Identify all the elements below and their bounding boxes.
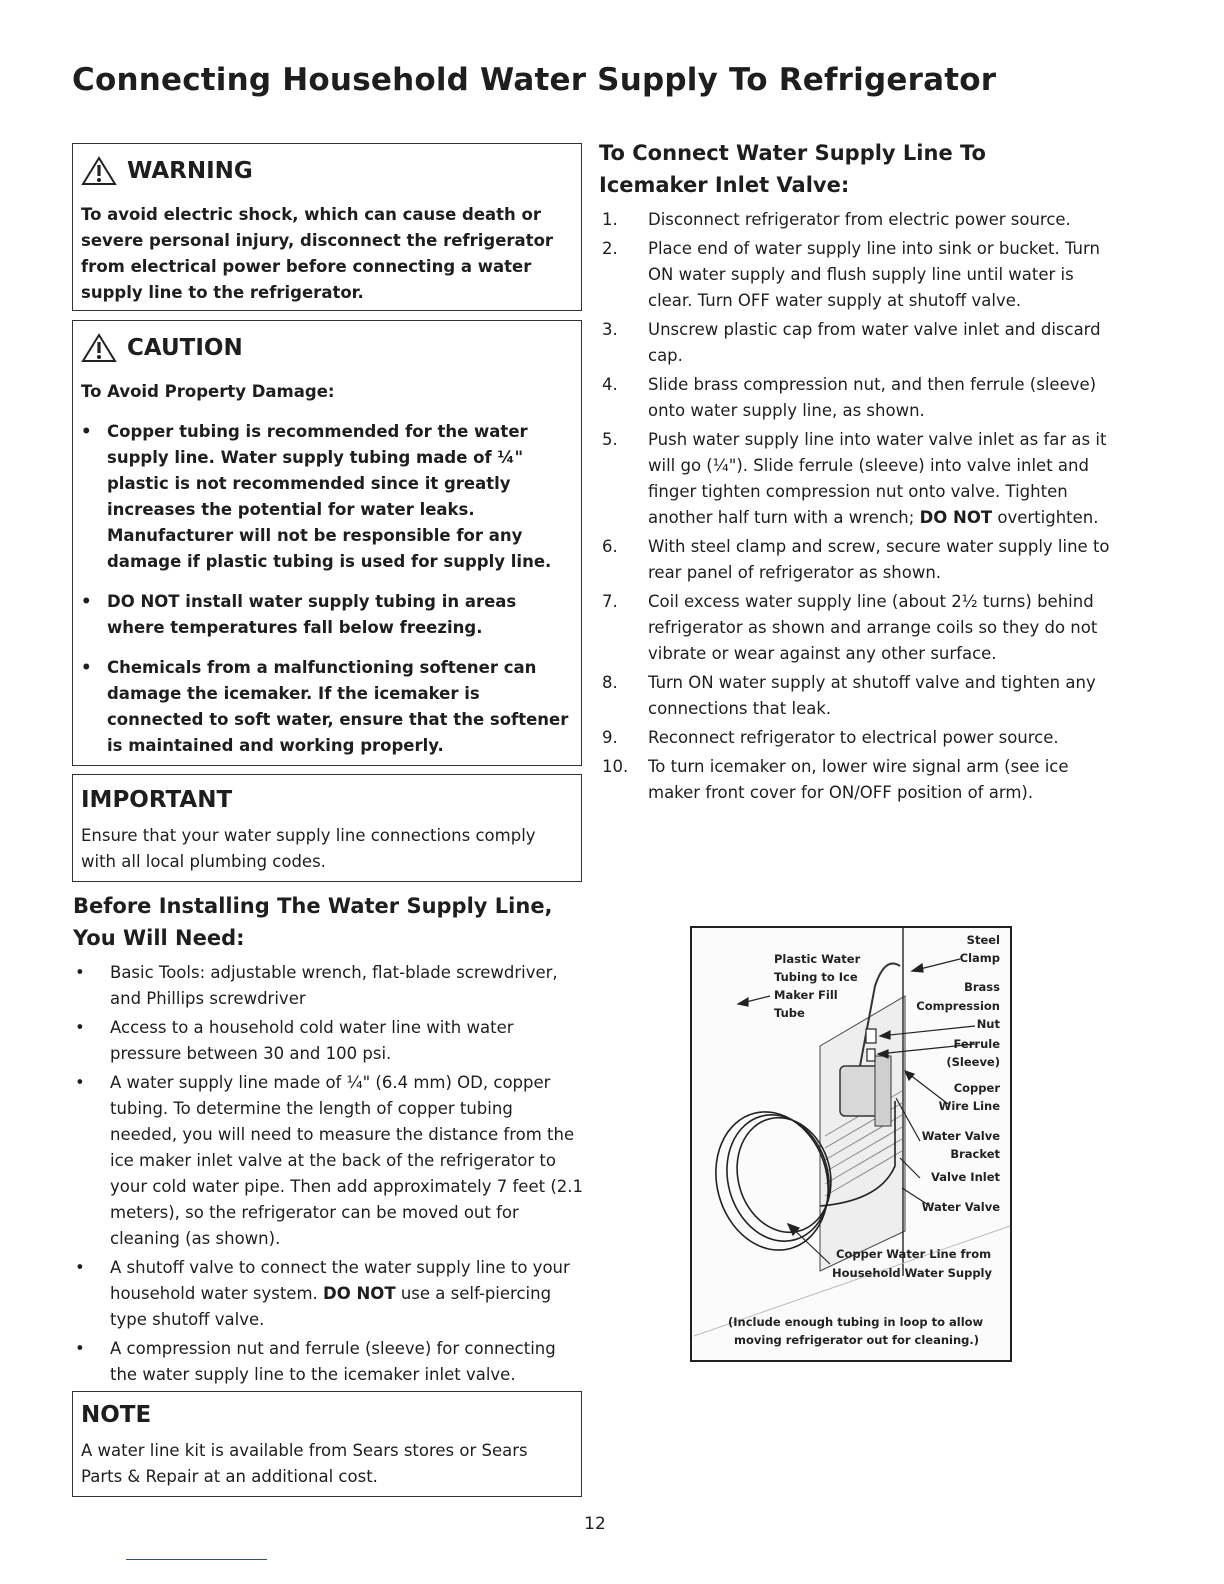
step-text: Push water supply line into water valve inlet as far as it will go (¼"). Slide ferrule (sleeve) into valve inlet and finger tighten compression nut onto valve. Tighten another half turn with a wrench; DO NOT overtighten. [648, 430, 1107, 527]
important-box [72, 774, 582, 882]
valve-bracket [875, 1056, 891, 1126]
page-number: 12 [584, 1514, 606, 1534]
bullet-dot: • [75, 963, 85, 982]
needs-item-text: Basic Tools: adjustable wrench, flat-blade screwdriver, and Phillips screwdriver [110, 963, 558, 1008]
step-number: 4. [602, 375, 618, 394]
step-item [598, 236, 1110, 314]
bullet-dot: • [81, 658, 92, 677]
step-item [598, 670, 1110, 722]
step-item [598, 754, 1110, 806]
caution-box [72, 320, 582, 766]
caution-header [81, 333, 573, 363]
step-text: Disconnect refrigerator from electric power source. [648, 210, 1071, 229]
step-number: 5. [602, 430, 618, 449]
page-title: Connecting Household Water Supply To Refrigerator [72, 62, 997, 98]
do-not-emphasis: DO NOT [323, 1284, 396, 1303]
important-text: Ensure that your water supply line connections comply with all local plumbing codes. [81, 826, 536, 871]
caution-heading: CAUTION [127, 335, 243, 361]
ferrule [867, 1049, 875, 1061]
step-number: 2. [602, 239, 618, 258]
bullet-dot: • [81, 422, 92, 441]
label-brass-nut-1: Brass [964, 980, 1000, 994]
step-item [598, 427, 1110, 531]
caution-bullet-text: DO NOT install water supply tubing in areas where temperatures fall below freezing. [107, 592, 517, 637]
label-valve-inlet: Valve Inlet [931, 1170, 1000, 1184]
note-box [72, 1391, 582, 1497]
step-text: Slide brass compression nut, and then ferrule (sleeve) onto water supply line, as shown. [648, 375, 1097, 420]
needs-item [73, 1255, 585, 1333]
label-plastic-tubing-1: Plastic Water [774, 952, 861, 966]
label-water-valve: Water Valve [921, 1200, 1000, 1214]
warning-header [81, 156, 573, 186]
needs-item-text: A compression nut and ferrule (sleeve) for connecting the water supply line to the icemaker inlet valve. [110, 1339, 556, 1384]
step-item [598, 534, 1110, 586]
label-steel-clamp-2: Clamp [959, 951, 1000, 965]
bullet-dot: • [75, 1339, 85, 1358]
needs-item [73, 1336, 585, 1388]
caution-bullet [81, 419, 573, 575]
step-text: Unscrew plastic cap from water valve inlet and discard cap. [648, 320, 1101, 365]
caution-bullet-text: Copper tubing is recommended for the water supply line. Water supply tubing made of ¼" plastic is not recommended since it greatly increases the potential for water leaks. Manufacturer will not be responsible for any damage if plastic tubing is used for supply line. [107, 422, 552, 571]
step-text: To turn icemaker on, lower wire signal arm (see ice maker front cover for ON/OFF position of arm). [648, 757, 1069, 802]
label-copper-wire-1: Copper [953, 1081, 1000, 1095]
needs-list [73, 960, 585, 1391]
label-include-tubing-2: moving refrigerator out for cleaning.) [734, 1333, 980, 1347]
bullet-dot: • [75, 1018, 85, 1037]
label-plastic-tubing-2: Tubing to Ice [774, 970, 858, 984]
step-item [598, 372, 1110, 424]
label-valve-bracket-1: Water Valve [921, 1129, 1000, 1143]
step-number: 10. [602, 757, 629, 776]
needs-item [73, 1070, 585, 1252]
water-line-diagram [690, 926, 1012, 1362]
step-number: 7. [602, 592, 618, 611]
label-supply-line-2: Household Water Supply [832, 1266, 993, 1280]
label-brass-nut-2: Compression [916, 999, 1000, 1013]
label-ferrule-1: Ferrule [953, 1037, 1000, 1051]
step-text: Reconnect refrigerator to electrical power source. [648, 728, 1059, 747]
before-installing-heading: Before Installing The Water Supply Line, You Will Need: [73, 894, 553, 950]
step-text: Turn ON water supply at shutoff valve and tighten any connections that leak. [648, 673, 1096, 718]
important-heading: IMPORTANT [81, 787, 233, 813]
connect-heading: To Connect Water Supply Line To Icemaker Inlet Valve: [599, 141, 986, 197]
water-valve [840, 1066, 880, 1116]
bullet-dot: • [75, 1073, 85, 1092]
warning-heading: WARNING [127, 158, 253, 184]
label-valve-bracket-2: Bracket [950, 1147, 1000, 1161]
footer-rule [126, 1559, 267, 1560]
step-number: 1. [602, 210, 618, 229]
step-number: 3. [602, 320, 618, 339]
label-ferrule-2: (Sleeve) [946, 1055, 1000, 1069]
label-copper-wire-2: Wire Line [938, 1099, 1000, 1113]
step-text: With steel clamp and screw, secure water supply line to rear panel of refrigerator as shown. [648, 537, 1110, 582]
label-steel-clamp-1: Steel [966, 933, 1000, 947]
step-text: Place end of water supply line into sink or bucket. Turn ON water supply and flush supply line until water is clear. Turn OFF water supply at shutoff valve. [648, 239, 1100, 310]
label-plastic-tubing-3: Maker Fill [774, 988, 838, 1002]
needs-item-text: Access to a household cold water line with water pressure between 30 and 100 psi. [110, 1018, 514, 1063]
caution-bullet-list [81, 419, 573, 759]
step-number: 8. [602, 673, 618, 692]
compression-nut [866, 1029, 876, 1043]
needs-item-text: A water supply line made of ¼" (6.4 mm) OD, copper tubing. To determine the length of copper tubing needed, you will need to measure the distance from the ice maker inlet valve at the back of the refrigerator to your cold water pipe. Then add approximately 7 feet (2.1 meters), so the refrigerator can be moved out for cleaning (as shown). [110, 1073, 583, 1248]
connect-steps-list [598, 207, 1110, 809]
step-number: 6. [602, 537, 618, 556]
caution-bullet [81, 655, 573, 759]
caution-triangle-icon [81, 333, 117, 363]
step-item [598, 317, 1110, 369]
bullet-dot: • [75, 1258, 85, 1277]
step-number: 9. [602, 728, 618, 747]
note-text: A water line kit is available from Sears stores or Sears Parts & Repair at an additional cost. [81, 1441, 528, 1486]
warning-triangle-icon [81, 156, 117, 186]
label-brass-nut-3: Nut [976, 1017, 1000, 1031]
warning-text: To avoid electric shock, which can cause death or severe personal injury, disconnect the refrigerator from electrical power before connecting a water supply line to the refrigerator. [81, 205, 554, 302]
do-not-emphasis: DO NOT [919, 508, 993, 527]
caution-subheading: To Avoid Property Damage: [81, 382, 335, 401]
step-item [598, 207, 1110, 233]
needs-item-text: A shutoff valve to connect the water supply line to your household water system. DO NOT use a self-piercing type shutoff valve. [110, 1258, 570, 1329]
caution-bullet [81, 589, 573, 641]
warning-box [72, 143, 582, 311]
caution-bullet-text: Chemicals from a malfunctioning softener can damage the icemaker. If the icemaker is connected to soft water, ensure that the softener is maintained and working properly. [107, 658, 569, 755]
step-item [598, 589, 1110, 667]
note-heading: NOTE [81, 1402, 152, 1428]
label-plastic-tubing-4: Tube [774, 1006, 805, 1020]
step-item [598, 725, 1110, 751]
label-supply-line-1: Copper Water Line from [836, 1247, 992, 1261]
needs-item [73, 1015, 585, 1067]
bullet-dot: • [81, 592, 92, 611]
needs-item [73, 960, 585, 1012]
step-text: Coil excess water supply line (about 2½ turns) behind refrigerator as shown and arrange coils so they do not vibrate or wear against any other surface. [648, 592, 1098, 663]
label-include-tubing-1: (Include enough tubing in loop to allow [728, 1315, 984, 1329]
